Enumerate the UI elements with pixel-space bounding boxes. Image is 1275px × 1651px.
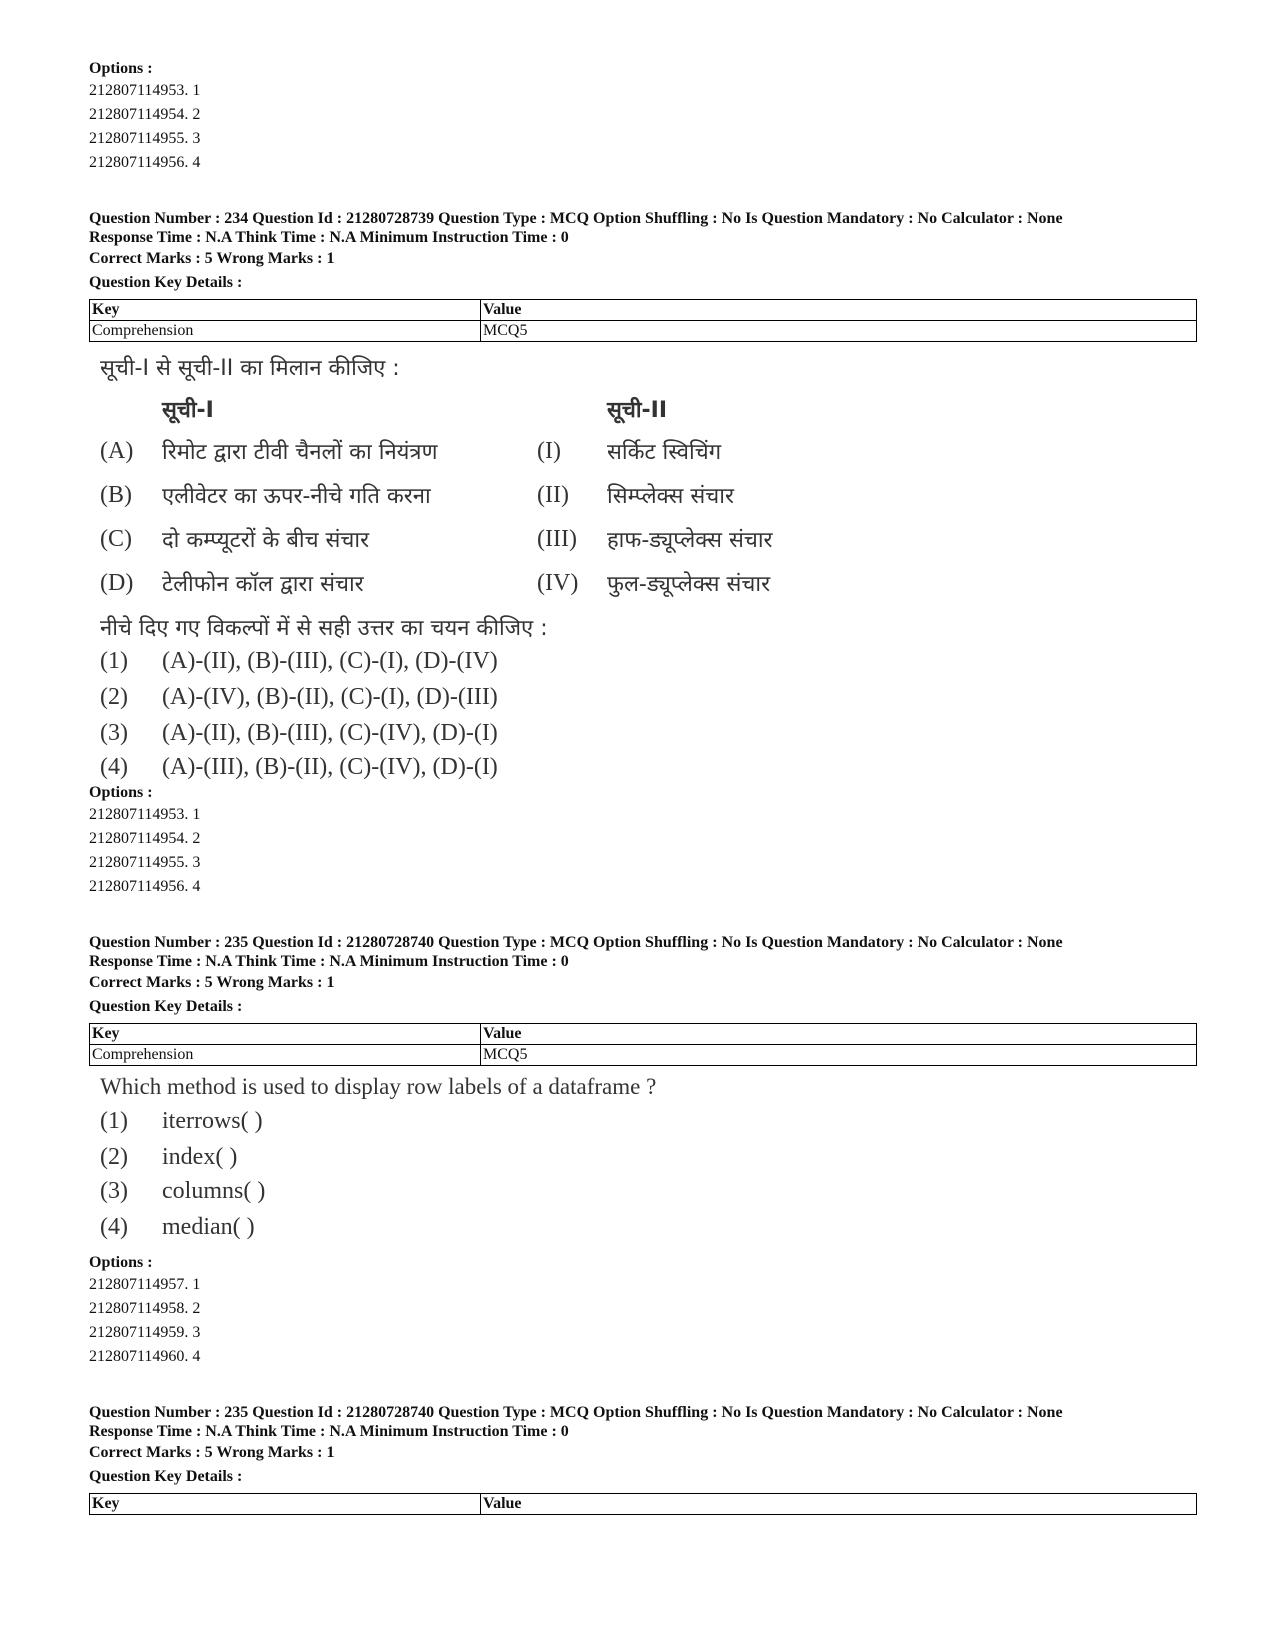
question-meta-line: Response Time : N.A Think Time : N.A Minimum Instruction Time : 0 [89,1423,569,1440]
row-text: एलीवेटर का ऊपर-नीचे गति करना [162,484,431,509]
document-page [89,58,1197,1515]
row-text: सिम्प्लेक्स संचार [607,484,734,509]
option-line: 212807114955. 3 [89,854,201,871]
question-key-table [89,299,1197,342]
choice-number: (3) [100,1178,128,1204]
question-meta-line: Response Time : N.A Think Time : N.A Minimum Instruction Time : 0 [89,229,569,246]
table-cell-value: MCQ5 [481,1045,1197,1066]
table-header-row [90,1024,1197,1045]
choice-number: (2) [100,684,128,710]
choice-number: (1) [100,648,128,674]
question-key-table [89,1023,1197,1066]
choice-number: (4) [100,1214,128,1240]
choice-number: (1) [100,1108,128,1134]
table-cell-key: Comprehension [90,321,481,342]
row-label: (II) [537,482,569,508]
option-line: 212807114956. 4 [89,878,201,895]
question-image-hindi [95,346,1197,778]
option-line: 212807114954. 2 [89,106,201,123]
table-header-row [90,300,1197,321]
question-stem: सूची-I से सूची-II का मिलान कीजिए : [100,356,400,381]
question-234-block [89,209,1197,899]
choice-text: (A)-(IV), (B)-(II), (C)-(I), (D)-(III) [162,684,498,710]
choice-number: (4) [100,754,128,780]
list2-header: सूची-II [607,398,668,423]
row-label: (A) [100,438,134,464]
question-key-table [89,1493,1197,1515]
question-235-block [89,933,1197,1369]
table-row [90,321,1197,342]
table-header-value: Value [481,1024,1197,1045]
options-label: Options : [89,60,153,77]
option-line: 212807114953. 1 [89,82,201,99]
option-line: 212807114956. 4 [89,154,201,171]
row-label: (III) [537,526,577,552]
option-line: 212807114953. 1 [89,806,201,823]
table-header-key: Key [90,300,481,321]
choice-text: median( ) [162,1214,255,1240]
option-line: 212807114958. 2 [89,1300,201,1317]
option-line: 212807114957. 1 [89,1276,201,1293]
table-header-key: Key [90,1494,481,1515]
question-marks: Correct Marks : 5 Wrong Marks : 1 [89,974,335,991]
row-text: टेलीफोन कॉल द्वारा संचार [162,572,364,597]
choice-text: iterrows( ) [162,1108,263,1134]
table-header-value: Value [481,1494,1197,1515]
table-cell-key: Comprehension [90,1045,481,1066]
question-meta-line: Question Number : 235 Question Id : 21280728740 Question Type : MCQ Option Shuffling : No Is Question Mandatory : No Calculator : None [89,1404,1063,1421]
options-label: Options : [89,1254,153,1271]
choice-text: (A)-(II), (B)-(III), (C)-(IV), (D)-(I) [162,720,498,746]
table-header-key: Key [90,1024,481,1045]
question-key-details-label: Question Key Details : [89,1468,243,1485]
top-options-block [89,58,1197,175]
row-label: (I) [537,438,561,464]
table-row [90,1045,1197,1066]
row-text: दो कम्प्यूटरों के बीच संचार [162,528,370,553]
row-text: सर्किट स्विचिंग [607,440,722,465]
question-marks: Correct Marks : 5 Wrong Marks : 1 [89,1444,335,1461]
question-key-details-label: Question Key Details : [89,274,243,291]
table-cell-value: MCQ5 [481,321,1197,342]
choice-text: columns( ) [162,1178,266,1204]
question-meta-line: Response Time : N.A Think Time : N.A Minimum Instruction Time : 0 [89,953,569,970]
row-label: (C) [100,526,132,552]
question-meta-line: Question Number : 234 Question Id : 21280728739 Question Type : MCQ Option Shuffling : No Is Question Mandatory : No Calculator : None [89,210,1063,227]
table-header-row [90,1494,1197,1515]
table-header-value: Value [481,300,1197,321]
question-key-details-label: Question Key Details : [89,998,243,1015]
option-line: 212807114960. 4 [89,1348,201,1365]
option-line: 212807114954. 2 [89,830,201,847]
choice-text: (A)-(II), (B)-(III), (C)-(I), (D)-(IV) [162,648,498,674]
question-image-english [95,1070,1197,1248]
choice-text: (A)-(III), (B)-(II), (C)-(IV), (D)-(I) [162,754,498,780]
choice-number: (2) [100,1144,128,1170]
question-marks: Correct Marks : 5 Wrong Marks : 1 [89,250,335,267]
question-stem: Which method is used to display row labels of a dataframe ? [100,1074,657,1099]
row-text: फुल-ड्यूप्लेक्स संचार [607,572,771,597]
row-label: (IV) [537,570,579,596]
row-label: (D) [100,570,134,596]
list1-header: सूची-I [162,398,214,423]
row-label: (B) [100,482,132,508]
choice-number: (3) [100,720,128,746]
question-instruction: नीचे दिए गए विकल्पों में से सही उत्तर का चयन कीजिए : [100,616,548,641]
option-line: 212807114959. 3 [89,1324,201,1341]
row-text: रिमोट द्वारा टीवी चैनलों का नियंत्रण [162,440,438,465]
row-text: हाफ-ड्यूप्लेक्स संचार [607,528,773,553]
choice-text: index( ) [162,1144,238,1170]
option-line: 212807114955. 3 [89,130,201,147]
question-235-repeat-block [89,1403,1197,1515]
options-label: Options : [89,784,153,801]
question-meta-line: Question Number : 235 Question Id : 21280728740 Question Type : MCQ Option Shuffling : No Is Question Mandatory : No Calculator : None [89,934,1063,951]
